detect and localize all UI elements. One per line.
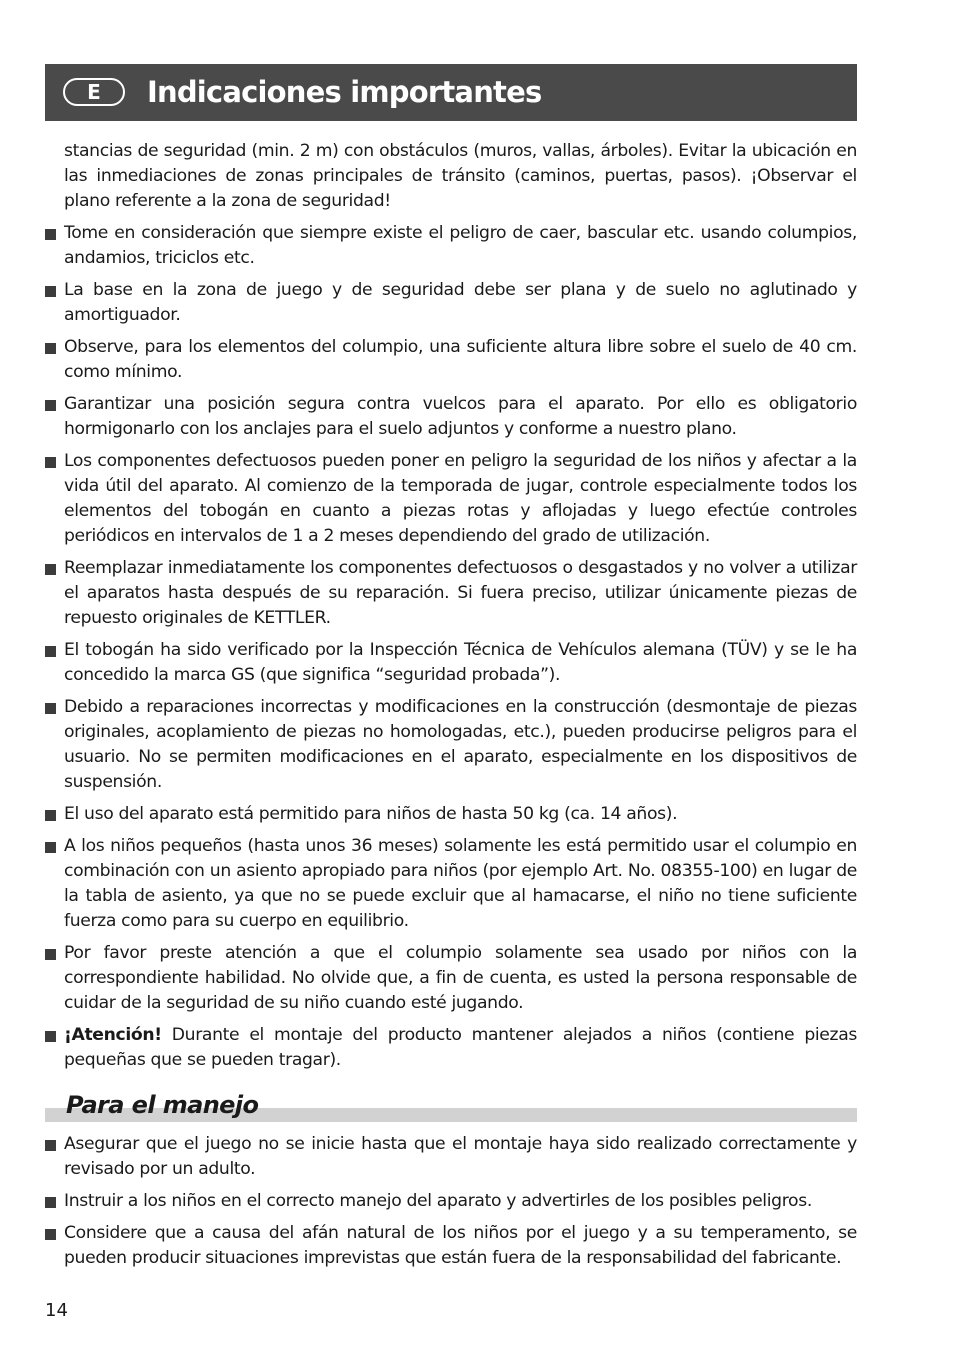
list-item <box>45 556 857 631</box>
list-item <box>45 221 857 271</box>
section-content <box>45 1132 857 1278</box>
list-item-text: Asegurar que el juego no se inicie hasta que el montaje haya sido realizado correctamente y revisado por un adulto. <box>64 1134 857 1179</box>
attention-item <box>45 1023 857 1073</box>
bullet-square-icon <box>45 1031 56 1042</box>
bullet-square-icon <box>45 842 56 853</box>
bullet-square-icon <box>45 343 56 354</box>
bullet-square-icon <box>45 286 56 297</box>
list-item-text: Considere que a causa del afán natural de los niños por el juego y a su temperamento, se pueden producir situaciones imprevistas que están fuera de la responsabilidad del fabricante. <box>64 1223 857 1268</box>
list-item-text: Instruir a los niños en el correcto manejo del aparato y advertirles de los posibles peligros. <box>64 1191 812 1211</box>
list-item-text: El tobogán ha sido verificado por la Inspección Técnica de Vehículos alemana (TÜV) y se le ha concedido la marca GS (que significa “seguridad probada”). <box>64 640 857 685</box>
attention-label: ¡Atención! <box>64 1025 162 1045</box>
list-item-text: El uso del aparato está permitido para niños de hasta 50 kg (ca. 14 años). <box>64 804 678 824</box>
list-item <box>45 638 857 688</box>
page-title: Indicaciones importantes <box>147 75 542 109</box>
list-item <box>45 834 857 934</box>
bullet-square-icon <box>45 564 56 575</box>
list-item <box>45 449 857 549</box>
page-number: 14 <box>45 1300 68 1321</box>
list-item-text: Reemplazar inmediatamente los componentes defectuosos o desgastados y no volver a utilizar el aparatos hasta después de su reparación. Si fuera preciso, utilizar únicamente piezas de repuesto originales de KETTLER. <box>64 558 857 628</box>
list-item-text: Tome en consideración que siempre existe el peligro de caer, bascular etc. usando columpios, andamios, triciclos etc. <box>64 223 857 268</box>
bullet-square-icon <box>45 703 56 714</box>
list-item <box>45 695 857 795</box>
section-heading <box>45 1088 857 1124</box>
list-item <box>45 1132 857 1182</box>
bullet-square-icon <box>45 646 56 657</box>
section-title: Para el manejo <box>66 1091 259 1119</box>
list-item <box>45 1221 857 1271</box>
header-bar <box>45 64 857 121</box>
bullet-square-icon <box>45 949 56 960</box>
list-item <box>45 802 857 827</box>
bullet-square-icon <box>45 400 56 411</box>
list-item <box>45 941 857 1016</box>
bullet-square-icon <box>45 1197 56 1208</box>
list-item <box>45 335 857 385</box>
language-badge: E <box>63 78 125 106</box>
bullet-square-icon <box>45 810 56 821</box>
list-item-text: Garantizar una posición segura contra vuelcos para el aparato. Por ello es obligatorio hormigonarlo con los anclajes para el suelo adjuntos y conforme a nuestro plano. <box>64 394 857 439</box>
list-item-text: La base en la zona de juego y de seguridad debe ser plana y de suelo no aglutinado y amortiguador. <box>64 280 857 325</box>
list-item <box>45 278 857 328</box>
main-content <box>45 139 857 1080</box>
list-item <box>45 1189 857 1214</box>
list-item <box>45 392 857 442</box>
list-item-text: Debido a reparaciones incorrectas y modificaciones en la construcción (desmontaje de piezas originales, acoplamiento de piezas no homologadas, etc.), pueden producirse peligros para el usuario. No se permiten modificaciones en el aparato, especialmente en los dispositivos de suspensión. <box>64 697 857 792</box>
bullet-square-icon <box>45 229 56 240</box>
bullet-square-icon <box>45 1229 56 1240</box>
list-item-text: A los niños pequeños (hasta unos 36 meses) solamente les está permitido usar el columpio en combinación con un asiento apropiado para niños (por ejemplo Art. No. 08355-100) en lugar de la tabla de asiento, ya que no se puede excluir que al hamacarse, el niño no tiene suficiente fuerza como para su cuerpo en equilibrio. <box>64 836 857 931</box>
list-item-text: Observe, para los elementos del columpio, una suficiente altura libre sobre el suelo de 40 cm. como mínimo. <box>64 337 857 382</box>
intro-paragraph: stancias de seguridad (min. 2 m) con obstáculos (muros, vallas, árboles). Evitar la ubicación en las inmediaciones de zonas principales de tránsito (caminos, puertas, pasos). ¡Observar el plano referente a la zona de seguridad! <box>64 141 857 211</box>
bullet-square-icon <box>45 457 56 468</box>
list-item-text: Por favor preste atención a que el columpio solamente sea usado por niños con la correspondiente habilidad. No olvide que, a fin de cuenta, es usted la persona responsable de cuidar de la seguridad de su niño cuando esté jugando. <box>64 943 857 1013</box>
attention-text: Durante el montaje del producto mantener alejados a niños (contiene piezas pequeñas que se pueden tragar). <box>64 1025 857 1070</box>
list-item-text: Los componentes defectuosos pueden poner en peligro la seguridad de los niños y afectar a la vida útil del aparato. Al comienzo de la temporada de jugar, controle especialmente todos los elementos del tobogán en cuanto a piezas rotas y aflojadas y luego efectúe controles periódicos en intervalos de 1 a 2 meses dependiendo del grado de utilización. <box>64 451 857 546</box>
bullet-square-icon <box>45 1140 56 1151</box>
